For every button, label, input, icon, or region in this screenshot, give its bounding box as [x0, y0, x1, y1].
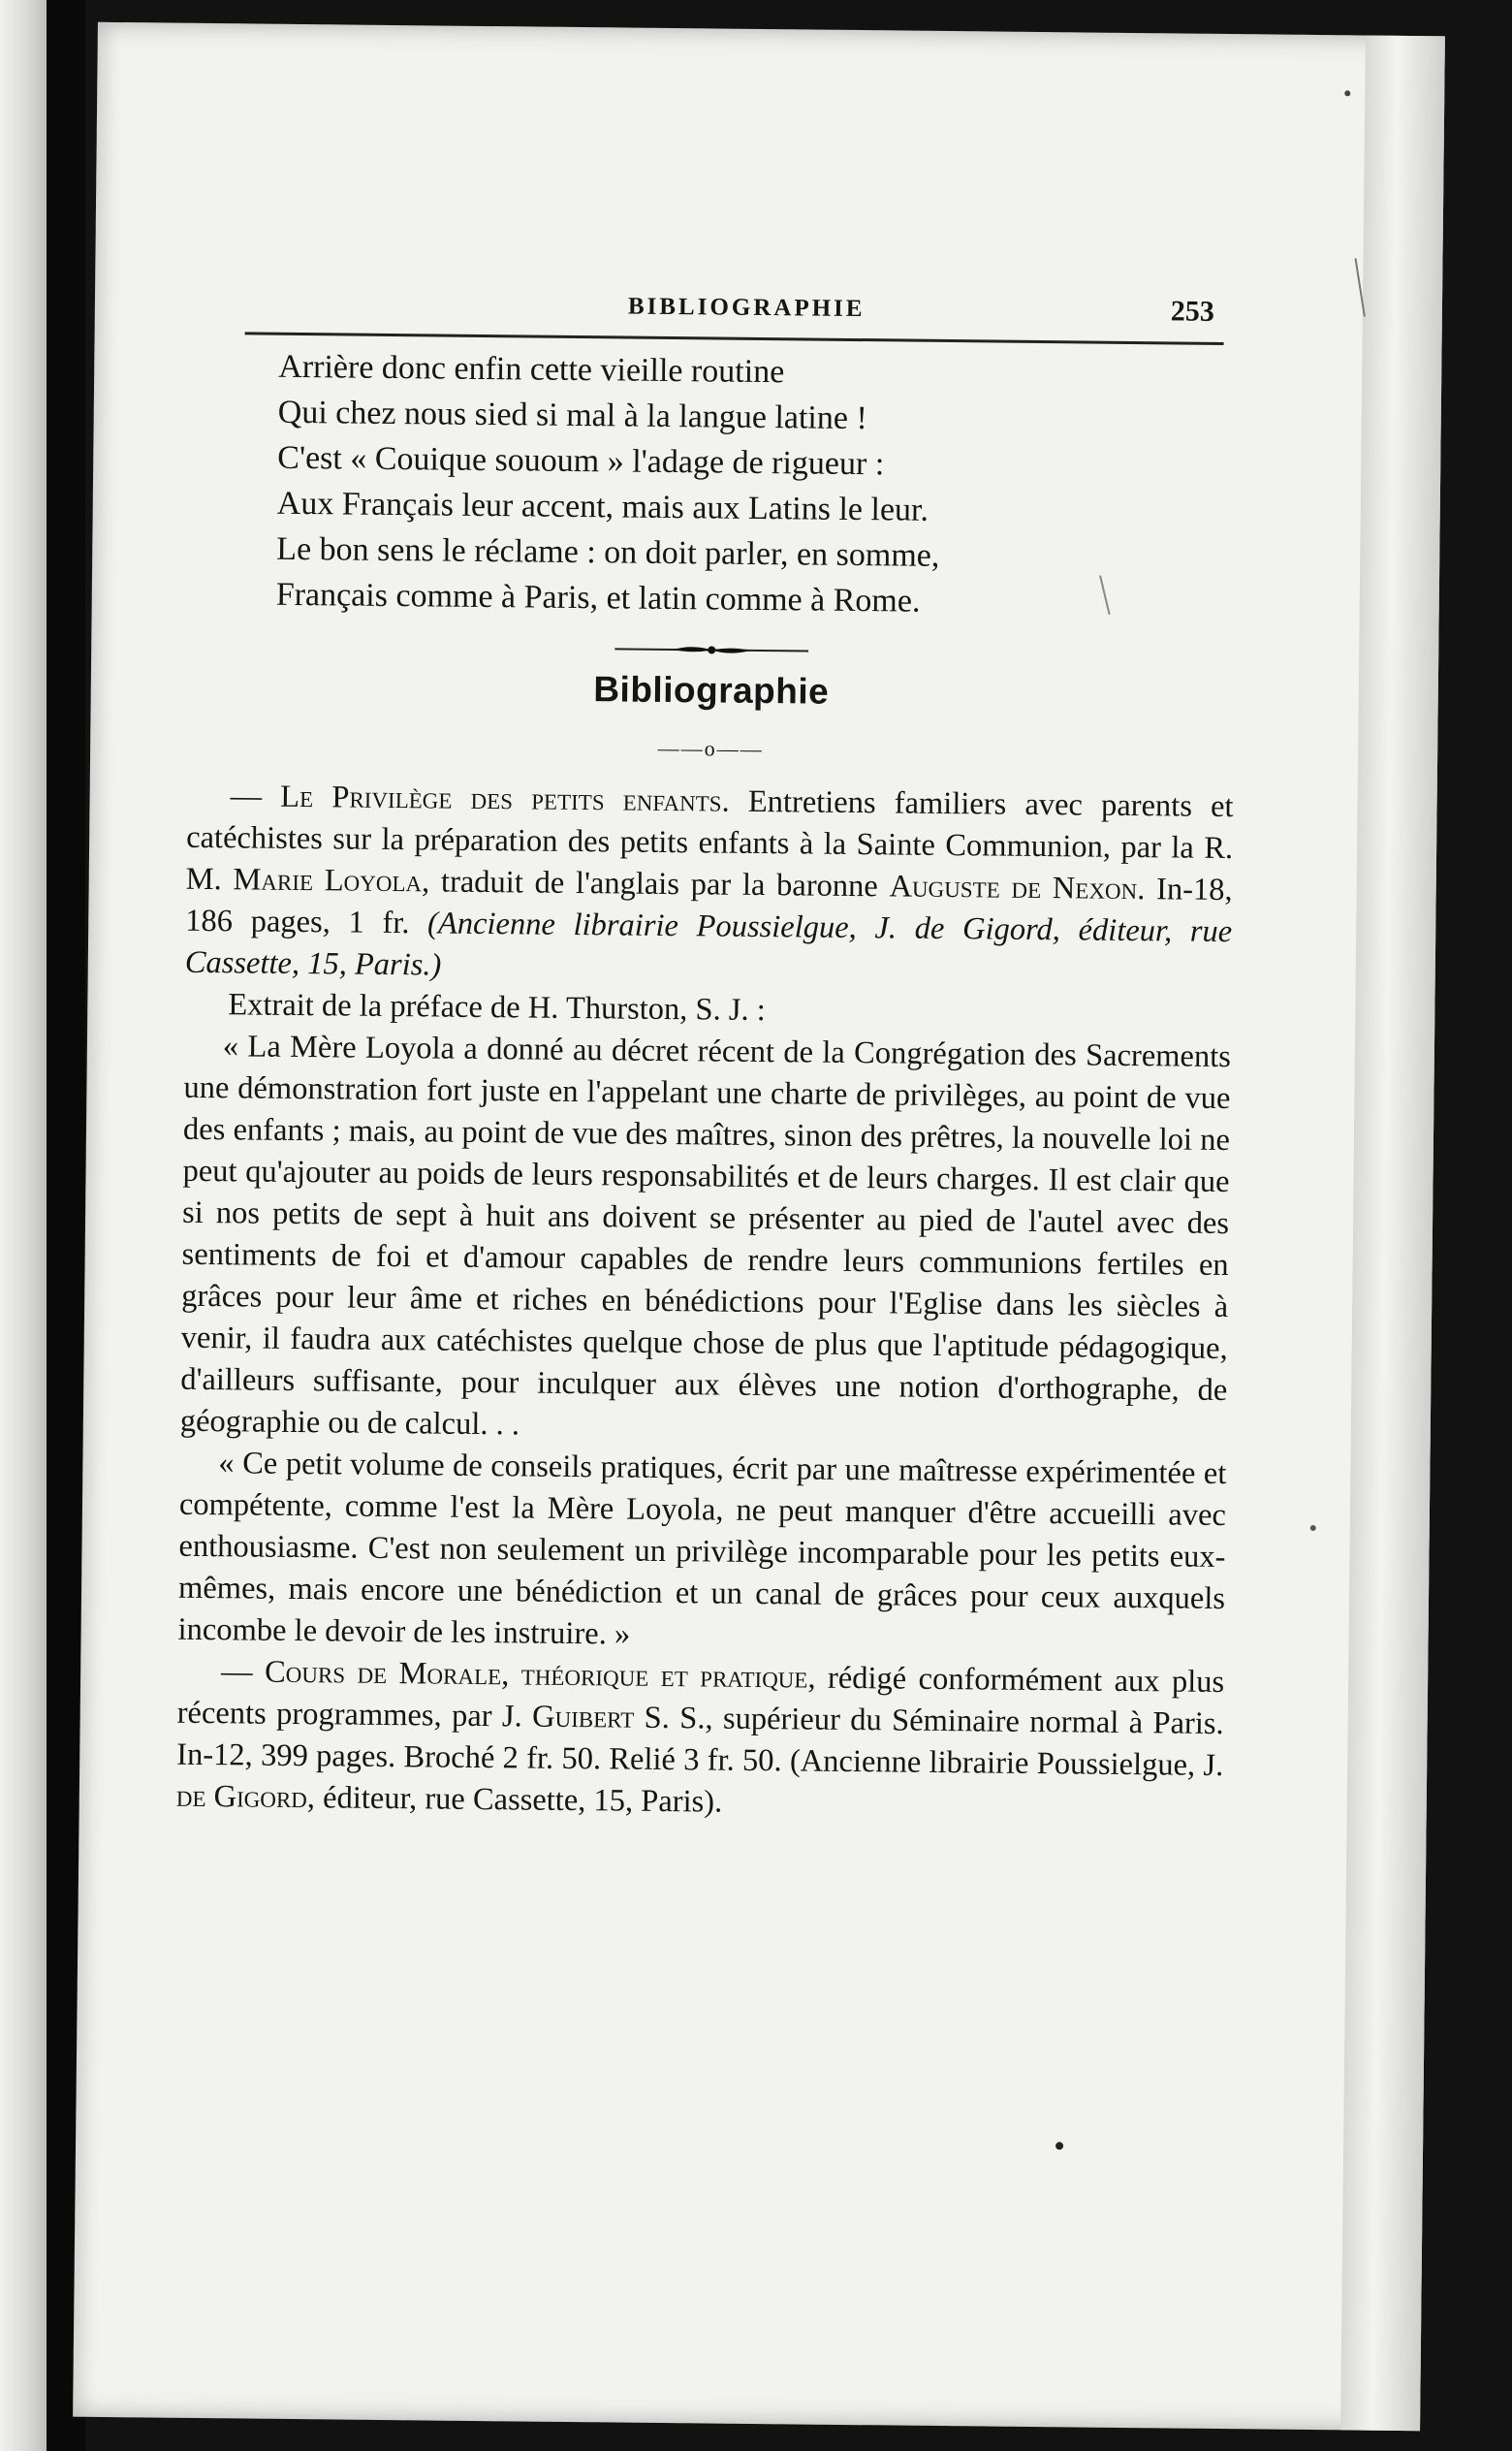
verse-line: Français comme à Paris, et latin comme à Rome.	[275, 576, 921, 620]
entry-text: . In-18, 186 pages, 1 fr.	[185, 872, 1233, 941]
extract-intro: Extrait de la préface de H. Thurston, S. J. :	[228, 987, 766, 1029]
verse-line: Aux Français leur accent, mais aux Latins le leur.	[276, 485, 929, 528]
quote-paragraph: « La Mère Loyola a donné au décret récent de la Congrégation des Sacrements une démonstration fort juste en l'appelant une charte de privilèges, au point de vue des enfants ; mais, au point de vue des maîtres, sinon des prêtres, la nouvelle loi ne peut qu'ajouter au poids de leurs responsabilités et de leurs charges. Il est clair que si nos petits de sept à huit ans doivent se présenter au pied de l'autel avec des sentiments de foi et d'amour capables de rendre leurs communions fertiles en grâces pour leur âme et riches en bénédictions pour l'Eglise dans les siècles à venir, il faudra aux catéchistes quelque chose de plus que l'aptitude pédagogique, d'ailleurs suffisante, pour inculquer aux élèves une notion d'orthographe, de géographie ou de calcul. . .	[179, 1029, 1232, 1443]
section-separator: ——o——	[657, 735, 764, 762]
verse-line: Arrière donc enfin cette vieille routine	[278, 348, 785, 391]
entry-title: Le Privilège des petits enfants.	[280, 779, 730, 819]
entry-translator: Auguste de Nexon	[889, 869, 1138, 907]
verse-line: Le bon sens le réclame : on doit parler, en somme,	[276, 530, 940, 574]
entry-author: Guibert	[531, 1699, 635, 1735]
book-page	[73, 22, 1445, 2431]
entry-text: , éditeur, rue Cassette, 15, Paris).	[306, 1780, 723, 1820]
entry-publisher: de Gigord	[175, 1778, 308, 1816]
running-title: BIBLIOGRAPHIE	[627, 293, 866, 323]
verse-line: Qui chez nous sied si mal à la langue latine !	[277, 394, 867, 437]
quote-paragraph: « Ce petit volume de conseils pratiques, écrit par une maîtresse expérimentée et compétente, comme l'est la Mère Loyola, ne peut manquer d'être accueilli avec enthousiasme. C'est non seulement un privilège incomparable pour les petits eux-mêmes, mais encore une bénédiction et un canal de grâces pour ceux auxquels incombe le devoir de les instruire. »	[177, 1446, 1227, 1652]
preface-quote	[177, 1026, 1231, 1662]
entry-text: S. S., supérieur du Séminaire normal à Paris. In-12, 399 pages. Broché 2 fr. 50. Relié 3 fr. 50. (Ancienne librairie Poussielgue, J.	[176, 1700, 1224, 1784]
header-rule	[245, 332, 1224, 345]
entry-publisher: (Ancienne librairie Poussielgue, J. de Gigord, éditeur, rue Cassette, 15, Paris.)	[184, 906, 1233, 983]
entry-dash: —	[220, 1654, 266, 1690]
entry-text: , traduit de l'anglais par la baronne	[421, 864, 890, 905]
page-stack-edge	[1340, 35, 1445, 2431]
ornament-divider	[605, 642, 818, 657]
facing-page-edge	[0, 0, 47, 2451]
page-body	[176, 343, 1239, 1829]
entry-author: Marie Loyola	[233, 862, 423, 900]
ornament-icon	[614, 642, 808, 657]
page-number: 253	[1170, 295, 1215, 328]
entry-text: rédigé conformément aux plus récents programmes, par J.	[176, 1660, 1225, 1735]
entry-text: Entretiens familiers avec parents et catéchistes sur la préparation des petits enfants à la Sainte Communion, par la R. M.	[185, 783, 1234, 898]
bibliography-entry	[185, 776, 1234, 995]
running-header	[245, 285, 1224, 344]
section-title: Bibliographie	[593, 669, 830, 712]
verse-line: C'est « Couique sououm » l'adage de rigueur :	[277, 439, 885, 483]
entry-dash: —	[230, 779, 281, 814]
bibliography-entry	[176, 1651, 1225, 1829]
verse-block	[276, 344, 1239, 627]
entry-title: Cours de Morale, théorique et pratique,	[264, 1654, 816, 1696]
